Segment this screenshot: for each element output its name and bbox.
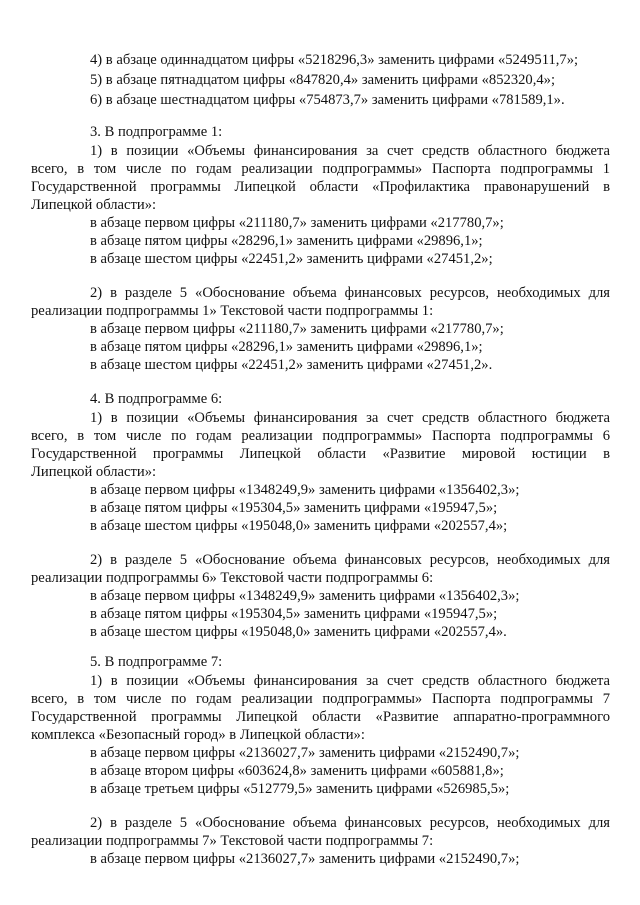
section-5-p1-line: всего, в том числе по годам реализации подпрограммы» Паспорта подпрограммы 7	[31, 691, 610, 707]
section-3-p2-line: реализации подпрограммы 1» Текстовой части подпрограммы 1:	[31, 303, 434, 319]
section-5-p1-line: комплекса «Безопасный город» в Липецкой области»:	[31, 727, 365, 743]
section-3-p1-item: в абзаце шестом цифры «22451,2» заменить цифрами «27451,2»;	[90, 251, 493, 267]
section-3-p1-line: Государственной программы Липецкой области «Профилактика правонарушений в	[31, 179, 610, 195]
section-4-p2-item: в абзаце шестом цифры «195048,0» заменить цифрами «202557,4».	[90, 624, 507, 640]
section-5-p2-line: 2) в разделе 5 «Обоснование объема финансовых ресурсов, необходимых для	[90, 815, 610, 831]
section-5-p1-line: Государственной программы Липецкой области «Развитие аппаратно-программного	[31, 709, 610, 725]
section-3-p2-item: в абзаце пятом цифры «28296,1» заменить цифрами «29896,1»;	[90, 339, 483, 355]
section-4-p1-line: Липецкой области»:	[31, 464, 157, 480]
section-5-p2-line: реализации подпрограммы 7» Текстовой части подпрограммы 7:	[31, 833, 434, 849]
section-3-p1-item: в абзаце первом цифры «211180,7» заменить цифрами «217780,7»;	[90, 215, 504, 231]
section-3-heading: 3. В подпрограмме 1:	[90, 124, 223, 140]
amendment-item-6: 6) в абзаце шестнадцатом цифры «754873,7» заменить цифрами «781589,1».	[90, 92, 565, 108]
section-3-p2-line: 2) в разделе 5 «Обоснование объема финансовых ресурсов, необходимых для	[90, 285, 610, 301]
section-3-p1-line: 1) в позиции «Объемы финансирования за счет средств областного бюджета	[90, 143, 610, 159]
section-5-p1-line: 1) в позиции «Объемы финансирования за счет средств областного бюджета	[90, 673, 610, 689]
section-4-p2-item: в абзаце первом цифры «1348249,9» заменить цифрами «1356402,3»;	[90, 588, 520, 604]
section-4-p2-item: в абзаце пятом цифры «195304,5» заменить цифрами «195947,5»;	[90, 606, 498, 622]
section-4-p1-line: Государственной программы Липецкой области «Развитие мировой юстиции в	[31, 446, 610, 462]
section-5-p1-item: в абзаце втором цифры «603624,8» заменить цифрами «605881,8»;	[90, 763, 504, 779]
amendment-item-4: 4) в абзаце одиннадцатом цифры «5218296,3» заменить цифрами «5249511,7»;	[90, 52, 579, 68]
amendment-item-5: 5) в абзаце пятнадцатом цифры «847820,4» заменить цифрами «852320,4»;	[90, 72, 556, 88]
section-3-p2-item: в абзаце шестом цифры «22451,2» заменить цифрами «27451,2».	[90, 357, 493, 373]
section-4-p1-line: 1) в позиции «Объемы финансирования за счет средств областного бюджета	[90, 410, 610, 426]
section-4-heading: 4. В подпрограмме 6:	[90, 391, 223, 407]
section-5-heading: 5. В подпрограмме 7:	[90, 654, 223, 670]
section-3-p1-line: Липецкой области»:	[31, 197, 157, 213]
section-5-p2-item: в абзаце первом цифры «2136027,7» заменить цифрами «2152490,7»;	[90, 851, 520, 867]
section-4-p2-line: 2) в разделе 5 «Обоснование объема финансовых ресурсов, необходимых для	[90, 552, 610, 568]
section-3-p1-line: всего, в том числе по годам реализации подпрограммы» Паспорта подпрограммы 1	[31, 161, 610, 177]
section-4-p1-item: в абзаце шестом цифры «195048,0» заменить цифрами «202557,4»;	[90, 518, 508, 534]
section-5-p1-item: в абзаце первом цифры «2136027,7» заменить цифрами «2152490,7»;	[90, 745, 520, 761]
section-3-p2-item: в абзаце первом цифры «211180,7» заменить цифрами «217780,7»;	[90, 321, 504, 337]
section-3-p1-item: в абзаце пятом цифры «28296,1» заменить цифрами «29896,1»;	[90, 233, 483, 249]
section-4-p1-line: всего, в том числе по годам реализации подпрограммы» Паспорта подпрограммы 6	[31, 428, 610, 444]
section-4-p1-item: в абзаце первом цифры «1348249,9» заменить цифрами «1356402,3»;	[90, 482, 520, 498]
section-5-p1-item: в абзаце третьем цифры «512779,5» заменить цифрами «526985,5»;	[90, 781, 510, 797]
section-4-p2-line: реализации подпрограммы 6» Текстовой части подпрограммы 6:	[31, 570, 434, 586]
section-4-p1-item: в абзаце пятом цифры «195304,5» заменить цифрами «195947,5»;	[90, 500, 498, 516]
